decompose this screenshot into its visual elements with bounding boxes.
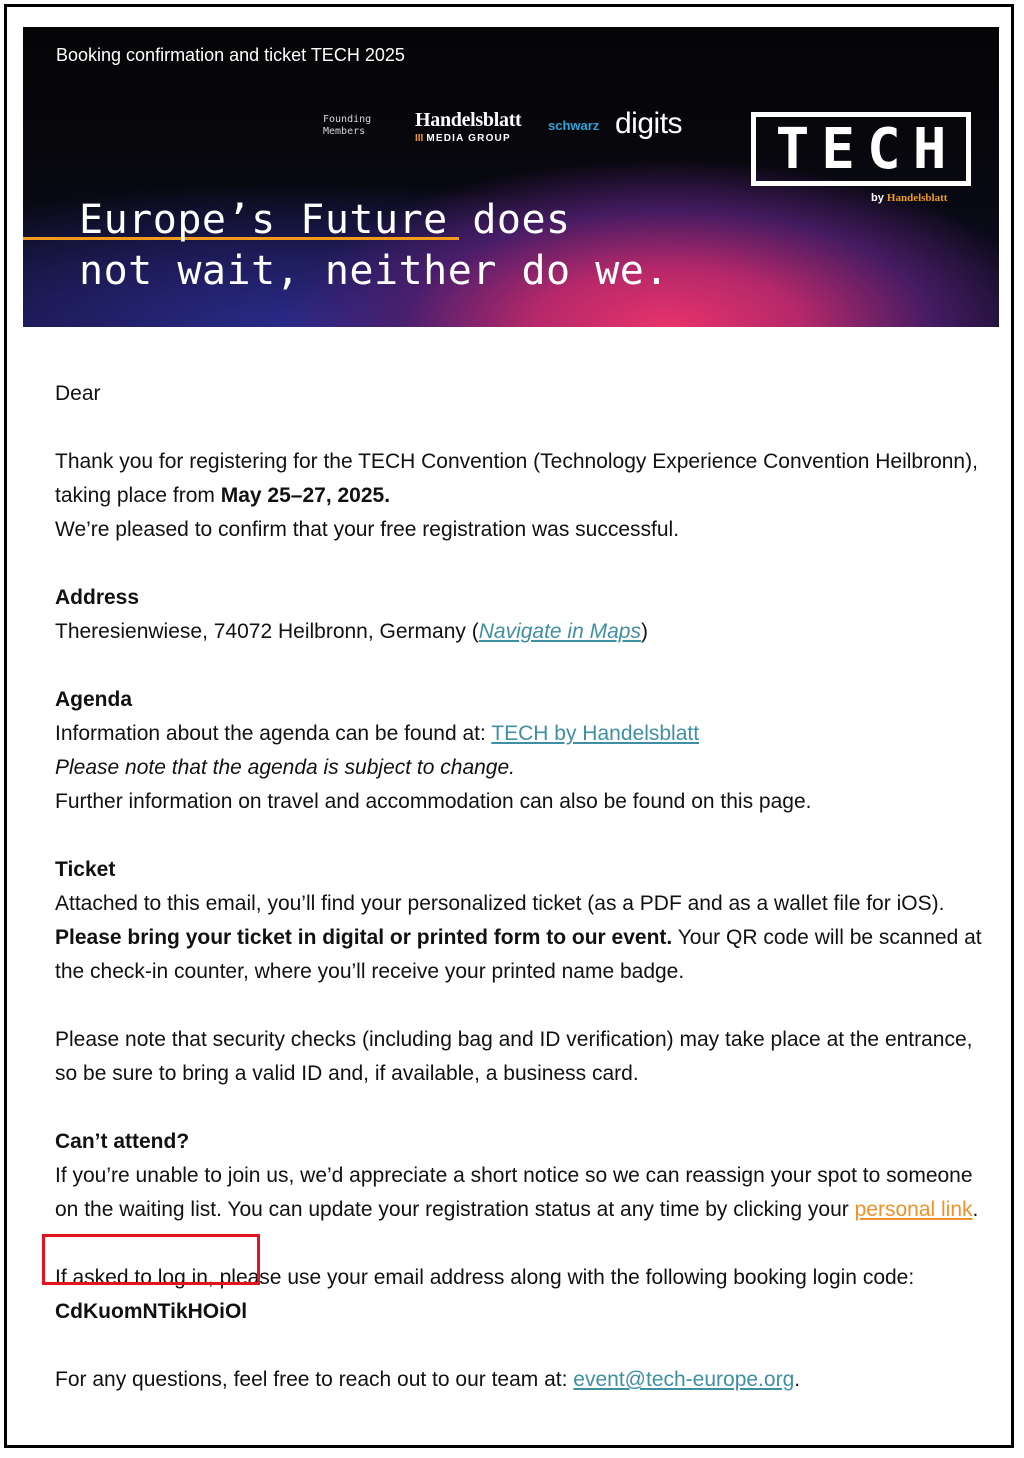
login-text: If asked to log in, please use your email address along with the following booking login code: CdKuomNTikHOiOl xyxy=(55,1266,915,1323)
security-text: Please note that security checks (including bag and ID verification) may take place at the entrance, so be sure to bring a valid ID and, if available, a business card. xyxy=(55,1028,973,1085)
agenda-text: Information about the agenda can be found at: TECH by Handelsblatt xyxy=(55,722,700,745)
tech-by-handelsblatt-link[interactable]: TECH by Handelsblatt xyxy=(491,722,700,745)
ticket-heading: Ticket xyxy=(55,858,116,881)
cant-attend-heading: Can’t attend? xyxy=(55,1130,190,1153)
email-frame xyxy=(4,4,1014,1448)
contact-email-link[interactable]: event@tech-europe.org xyxy=(573,1368,795,1391)
banner-headline: Europe’s Future does not wait, neither do we. xyxy=(79,197,669,294)
address-text: Theresienwiese, 74072 Heilbronn, Germany (Navigate in Maps) xyxy=(55,620,648,643)
address-heading: Address xyxy=(55,586,140,609)
login-code: CdKuomNTikHOiOl xyxy=(55,1300,248,1323)
greeting: Dear xyxy=(55,382,101,405)
event-dates: May 25–27, 2025. xyxy=(220,484,391,507)
banner-title: Booking confirmation and ticket TECH 2025 xyxy=(56,45,405,65)
schwarz-label: schwarz xyxy=(548,118,600,133)
agenda-travel-text: Further information on travel and accommodation can also be found on this page. xyxy=(55,790,812,813)
schwarz-digits-logo: digits xyxy=(615,107,683,140)
navigate-in-maps-link[interactable]: Navigate in Maps xyxy=(478,620,641,643)
personal-link[interactable]: personal link xyxy=(854,1198,973,1221)
ticket-text: Attached to this email, you’ll find your personalized ticket (as a PDF and as a wallet file for iOS). Please bring your ticket in digital or printed form to our event. Your QR code will be scanned at the check-in counter, where you’ll receive your printed name badge. xyxy=(55,892,982,983)
confirmation-text: We’re pleased to confirm that your free registration was successful. xyxy=(55,518,680,541)
highlight-box xyxy=(42,1234,260,1285)
founding-members-label: Founding Members xyxy=(323,114,372,137)
header-banner xyxy=(23,27,999,327)
cant-attend-text: If you’re unable to join us, we’d appreciate a short notice so we can reassign your spot to someone on the waiting list. You can update your registration status at any time by clicking your personal link. xyxy=(55,1164,979,1221)
questions-text: For any questions, feel free to reach out to our team at: event@tech-europe.org. xyxy=(55,1368,801,1391)
handelsblatt-logo: Handelsblatt xyxy=(415,109,522,131)
handelsblatt-media-group-label: III MEDIA GROUP xyxy=(415,133,511,144)
agenda-note: Please note that the agenda is subject to change. xyxy=(55,756,516,779)
agenda-heading: Agenda xyxy=(55,688,133,711)
intro-paragraph: Thank you for registering for the TECH Convention (Technology Experience Convention Heilbronn), taking place from May 25–27, 2025. xyxy=(55,450,978,507)
tech-logo: TECH xyxy=(751,112,971,186)
tech-by-handelsblatt: by Handelsblatt xyxy=(871,192,948,204)
